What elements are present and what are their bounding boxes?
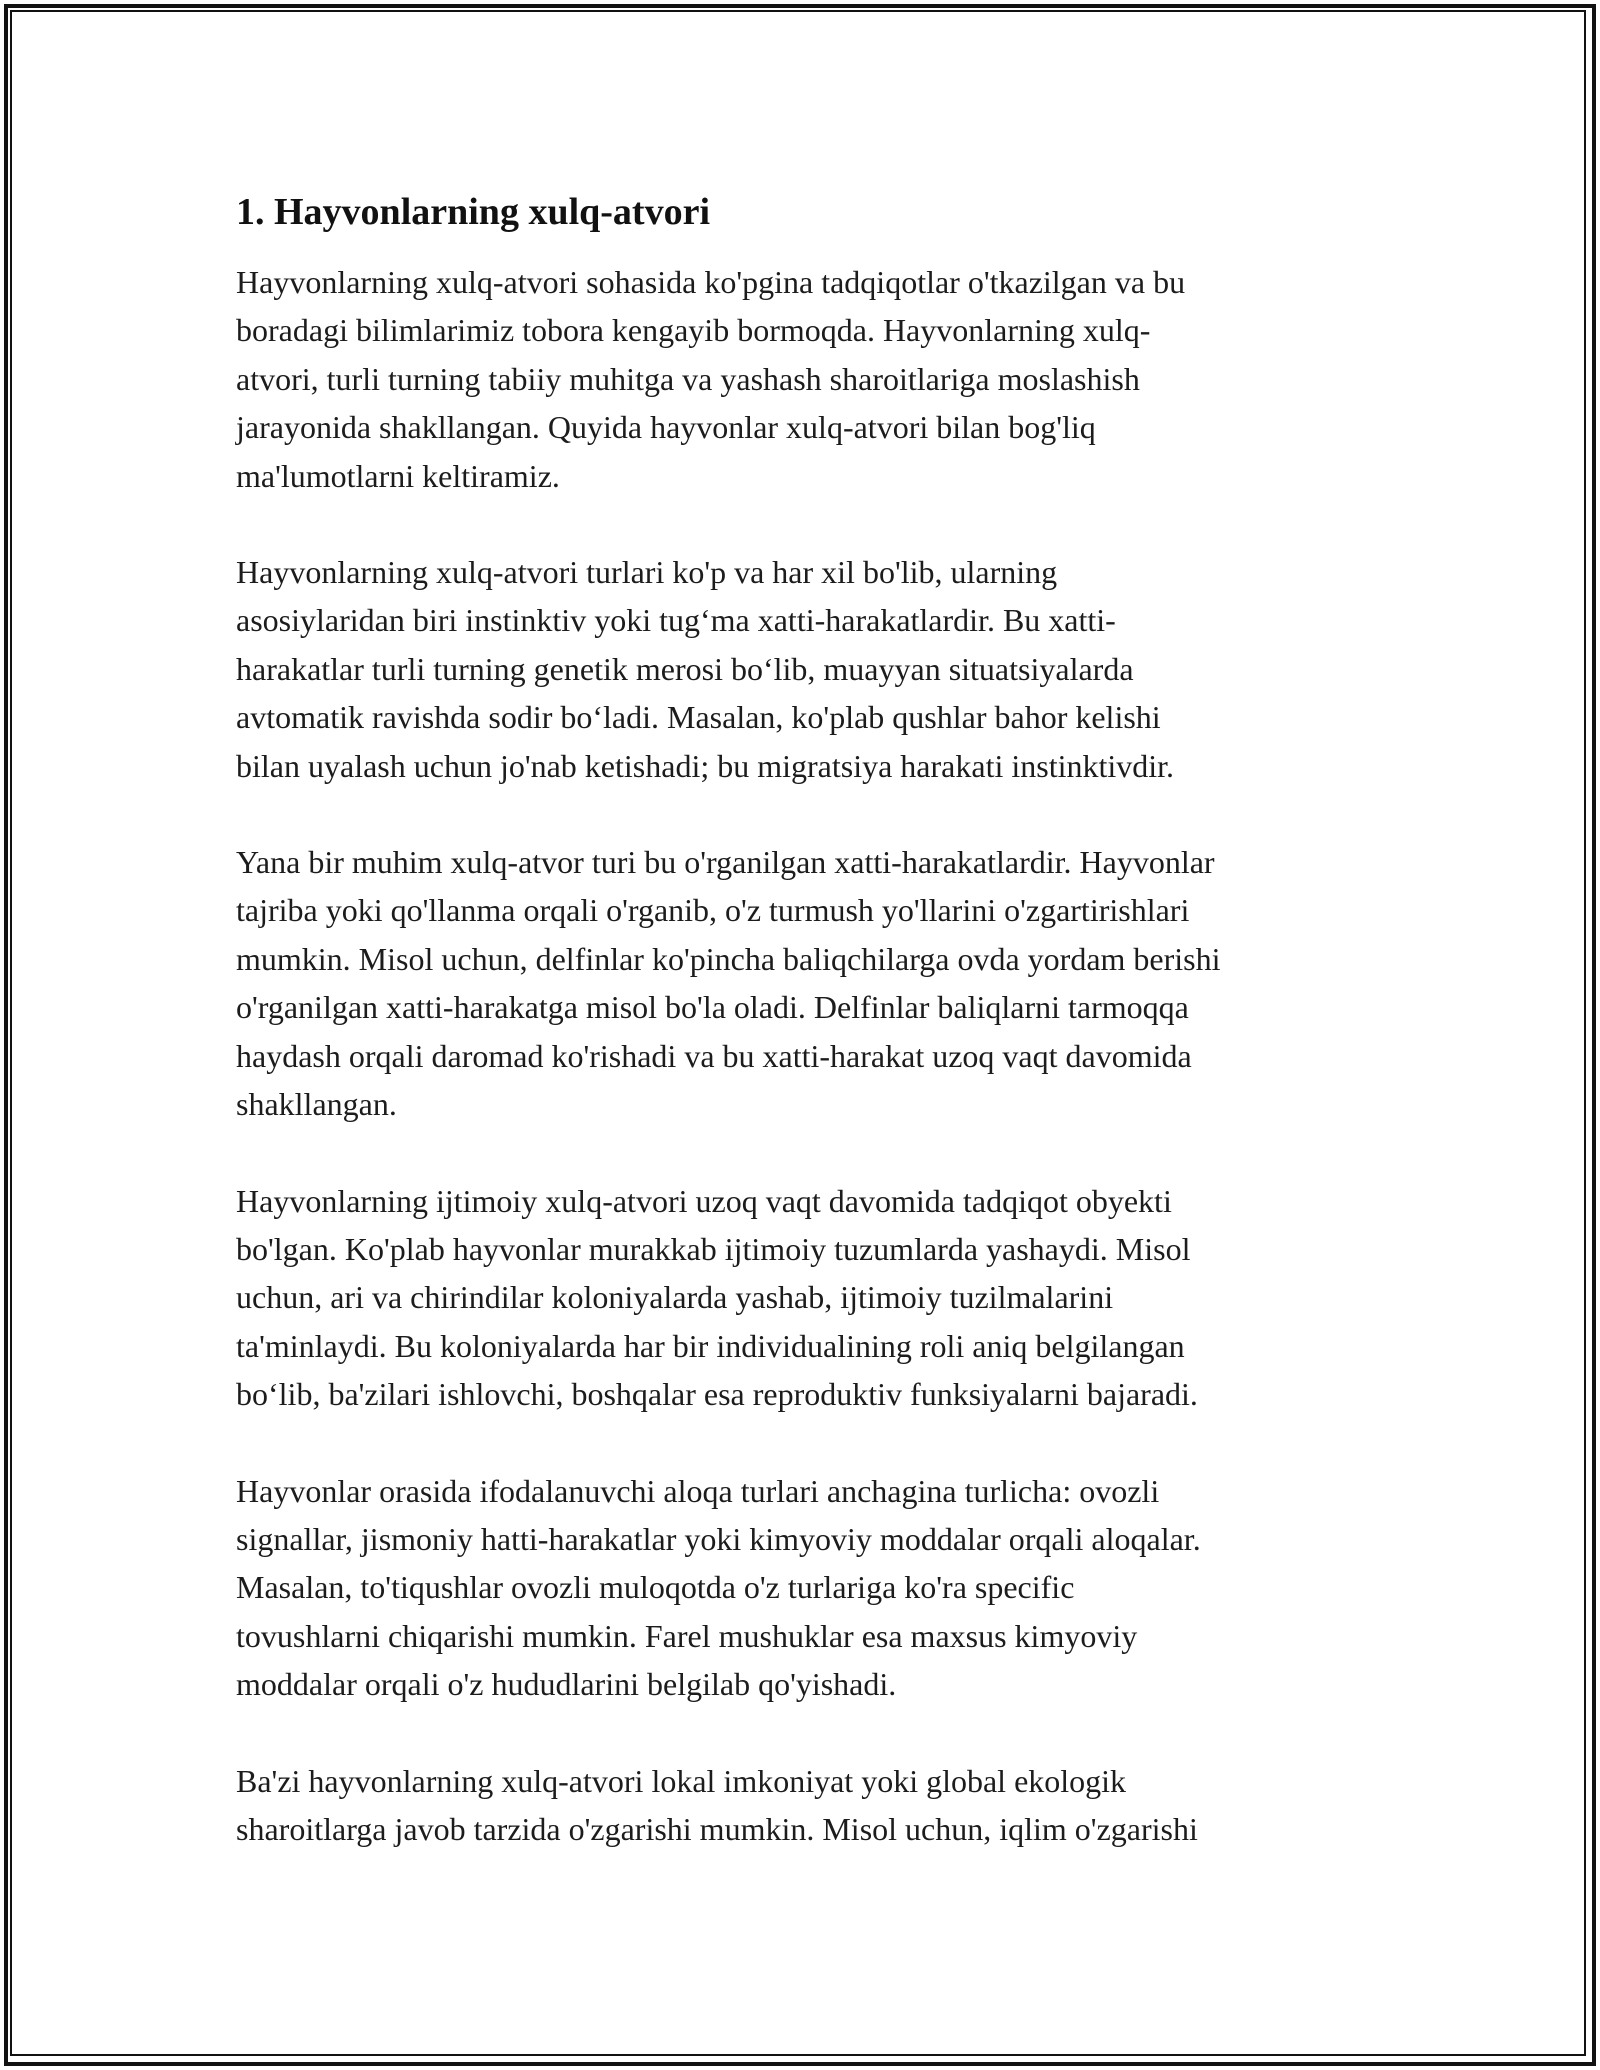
paragraph-line: jarayonida shakllangan. Quyida hayvonlar xulq-atvori bilan bog'liq	[236, 409, 1096, 446]
document-body	[236, 186, 1376, 1901]
paragraph-line: harakatlar turli turning genetik merosi bo‘lib, muayyan situatsiyalarda	[236, 650, 1134, 687]
paragraph-line: tovushlarni chiqarishi mumkin. Farel mushuklar esa maxsus kimyoviy	[236, 1617, 1138, 1654]
paragraph-line: ma'lumotlarni keltiramiz.	[236, 457, 560, 494]
paragraph-1	[236, 258, 1376, 500]
section-heading: 1. Hayvonlarning xulq-atvori	[236, 191, 710, 233]
paragraph-6	[236, 1757, 1376, 1854]
paragraph-line: ta'minlaydi. Bu koloniyalarda har bir individualining roli aniq belgilangan	[236, 1327, 1185, 1364]
paragraph-line: atvori, turli turning tabiiy muhitga va yashash sharoitlariga moslashish	[236, 360, 1140, 397]
paragraph-line: uchun, ari va chirindilar koloniyalarda yashab, ijtimoiy tuzilmalarini	[236, 1279, 1114, 1316]
paragraph-5	[236, 1467, 1376, 1709]
paragraph-line: bo'lgan. Ko'plab hayvonlar murakkab ijtimoiy tuzumlarda yashaydi. Misol	[236, 1230, 1191, 1267]
paragraph-2	[236, 548, 1376, 790]
paragraph-4	[236, 1177, 1376, 1419]
paragraph-line: moddalar orqali o'z hududlarini belgilab qo'yishadi.	[236, 1666, 897, 1703]
paragraph-line: avtomatik ravishda sodir bo‘ladi. Masalan, ko'plab qushlar bahor kelishi	[236, 699, 1161, 736]
paragraph-line: o'rganilgan xatti-harakatga misol bo'la oladi. Delfinlar baliqlarni tarmoqqa	[236, 989, 1189, 1026]
paragraph-line: Ba'zi hayvonlarning xulq-atvori lokal imkoniyat yoki global ekologik	[236, 1762, 1127, 1799]
paragraph-line: Yana bir muhim xulq-atvor turi bu o'rganilgan xatti-harakatlardir. Hayvonlar	[236, 844, 1215, 881]
paragraph-line: haydash orqali daromad ko'rishadi va bu xatti-harakat uzoq vaqt davomida	[236, 1037, 1192, 1074]
paragraph-line: boradagi bilimlarimiz tobora kengayib bormoqda. Hayvonlarning xulq-	[236, 312, 1151, 349]
paragraph-line: shakllangan.	[236, 1086, 397, 1123]
paragraph-line: Masalan, to'tiqushlar ovozli muloqotda o'z turlariga ko'ra specific	[236, 1569, 1075, 1606]
paragraph-line: Hayvonlarning ijtimoiy xulq-atvori uzoq vaqt davomida tadqiqot obyekti	[236, 1182, 1172, 1219]
paragraph-line: tajriba yoki qo'llanma orqali o'rganib, o'z turmush yo'llarini o'zgartirishlari	[236, 892, 1190, 929]
paragraph-line: bilan uyalash uchun jo'nab ketishadi; bu migratsiya harakati instinktivdir.	[236, 747, 1175, 784]
paragraph-line: asosiylaridan biri instinktiv yoki tug‘ma xatti-harakatlardir. Bu xatti-	[236, 602, 1116, 639]
paragraph-line: mumkin. Misol uchun, delfinlar ko'pincha baliqchilarga ovda yordam berishi	[236, 940, 1221, 977]
paragraph-line: Hayvonlarning xulq-atvori sohasida ko'pgina tadqiqotlar o'tkazilgan va bu	[236, 264, 1186, 300]
paragraph-line: Hayvonlarning xulq-atvori turlari ko'p va har xil bo'lib, ularning	[236, 554, 1058, 591]
paragraph-line: signallar, jismoniy hatti-harakatlar yoki kimyoviy moddalar orqali aloqalar.	[236, 1520, 1201, 1557]
paragraph-line: bo‘lib, ba'zilari ishlovchi, boshqalar esa reproduktiv funksiyalarni bajaradi.	[236, 1376, 1198, 1413]
paragraph-line: sharoitlarga javob tarzida o'zgarishi mumkin. Misol uchun, iqlim o'zgarishi	[236, 1810, 1198, 1847]
paragraph-line: Hayvonlar orasida ifodalanuvchi aloqa turlari anchagina turlicha: ovozli	[236, 1472, 1160, 1509]
paragraph-3	[236, 838, 1376, 1128]
